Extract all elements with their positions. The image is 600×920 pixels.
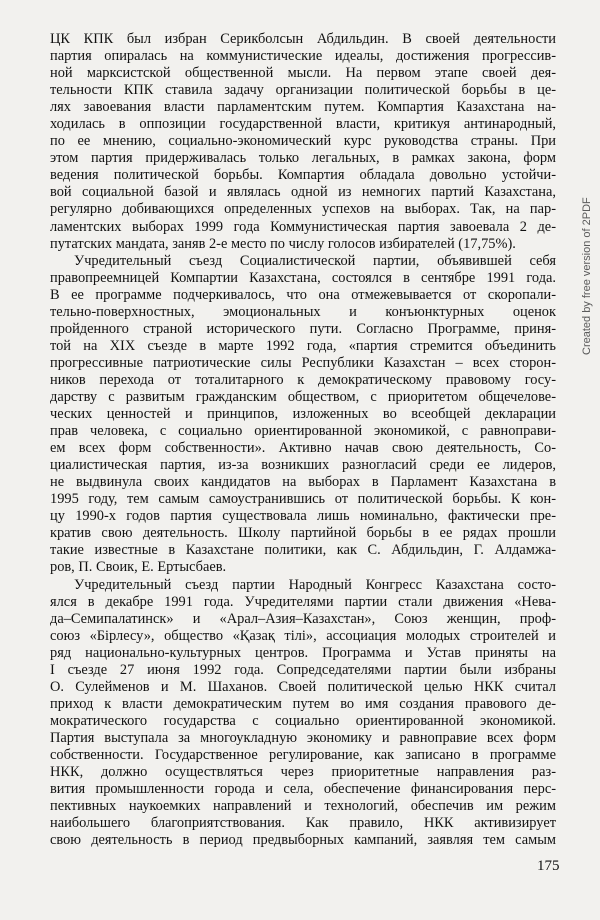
paragraph xyxy=(50,253,556,577)
text-line: наибольшего благоприятствования. Как правило, НКК активизирует xyxy=(50,815,556,832)
text-line: прав человека, с социально ориентированной экономикой, с равноправи- xyxy=(50,423,556,440)
text-line: ЦК КПК был избран Серикболсын Абдильдин. В своей деятельности xyxy=(50,31,556,47)
text-line: ламентских выборах 1999 года Коммунистическая партия завоевала 2 де- xyxy=(50,218,556,235)
text-line: той на XIX съезде в марте 1992 года, «партия стремится объединить xyxy=(50,337,556,354)
text-line: правопреемницей Компартии Казахстана, состоялся в сентябре 1991 года. xyxy=(50,269,556,286)
text-line: вой социальной базой и являлась одной из немногих партий Казахстана, xyxy=(50,184,556,201)
page-text-block xyxy=(50,31,556,849)
text-line: пективных наукоемких направлений и технологий, обеспечив им режим xyxy=(50,798,556,815)
text-line: приход к власти демократическим путем во имя создания правового де- xyxy=(50,695,556,712)
text-line: собственности. Государственное регулирование, как записано в программе xyxy=(50,746,556,763)
text-line: НКК, должно осуществляться через приоритетные направления раз- xyxy=(50,764,556,781)
text-line: ведения политической борьбы. Компартия обладала довольно устойчи- xyxy=(50,167,556,184)
text-line: цу 1990-х годов партия существовала лишь номинально, фактически пре- xyxy=(50,508,556,525)
watermark-text: Created by free version of 2PDF xyxy=(581,197,593,355)
text-line: Учредительный съезд Социалистической партии, объявившей себя xyxy=(74,252,556,269)
text-line: партия опиралась на коммунистические идеалы, достижения прогрессив- xyxy=(50,48,556,65)
text-line: прогрессивные патриотические силы Республики Казахстан – всех сторон- xyxy=(50,354,556,371)
text-line: регулярно добивающихся определенных успехов на выборах. Так, на пар- xyxy=(50,201,556,218)
text-line: мократического государства с социально ориентированной экономикой. xyxy=(50,712,556,729)
text-line: по ее мнению, социально-экономический курс руководства страны. При xyxy=(50,133,556,150)
text-line: такие известные в Казахстане политики, как С. Абдильдин, Г. Алдамжа- xyxy=(50,542,556,559)
text-line: ходилась в оппозиции государственной власти, критикуя антинародный, xyxy=(50,116,556,133)
text-line: тельности КПК ставила задачу организации политической борьбы в це- xyxy=(50,82,556,99)
text-line: путатских мандата, заняв 2-е место по числу голосов избирателей (17,75%). xyxy=(50,235,516,252)
text-line: этом партия придерживалась только легальных, в рамках закона, форм xyxy=(50,150,556,167)
page-number: 175 xyxy=(537,858,560,874)
text-line: свою деятельность в период предвыборных кампаний, заявляя тем самым xyxy=(50,832,556,849)
text-line: пройденного страной исторического пути. Согласно Программе, приня- xyxy=(50,320,556,337)
text-line: ров, П. Своик, Е. Ертысбаев. xyxy=(50,559,227,576)
text-line: да–Семипалатинск» и «Арал–Азия–Казахстан», Союз женщин, проф- xyxy=(50,610,556,627)
text-line: ряд национально-культурных центров. Программа и Устав приняты на xyxy=(50,644,556,661)
text-line: О. Сулейменов и М. Шаханов. Своей политической целью НКК считал xyxy=(50,678,556,695)
paragraph xyxy=(50,31,556,253)
text-line: I съезде 27 июня 1992 года. Сопредседателями партии были избраны xyxy=(50,661,556,678)
text-line: кратив свою деятельность. Школу партийной борьбы в ее рядах прошли xyxy=(50,525,556,542)
text-line: Партия выступала за многоукладную экономику и равноправие всех форм xyxy=(50,729,556,746)
text-line: лях завоевания власти парламентским путем. Компартия Казахстана на- xyxy=(50,99,556,116)
text-line: союз «Бірлесу», общество «Қазақ тілі», ассоциация молодых строителей и xyxy=(50,627,556,644)
text-line: ной марксистской общественной мысли. На первом этапе своей дея- xyxy=(50,65,556,82)
text-line: вития промышленности города и села, обеспечение финансирования перс- xyxy=(50,781,556,798)
text-line: тельно-поверхностных, эмоциональных и конъюнктурных оценок xyxy=(50,303,556,320)
text-line: ем всех форм собственности». Активно начав свою деятельность, Со- xyxy=(50,440,556,457)
text-line: ников перехода от тоталитарного к демократическому правовому госу- xyxy=(50,371,556,388)
text-line: не выдвинула своих кандидатов на выборах в Парламент Казахстана в xyxy=(50,474,556,491)
text-line: В ее программе подчеркивалось, что она отмежевывается от скоропали- xyxy=(50,286,556,303)
text-line: Учредительный съезд партии Народный Конгресс Казахстана состо- xyxy=(74,576,556,593)
paragraph xyxy=(50,577,556,850)
text-line: циалистическая партия, из-за возникших разногласий среди ее лидеров, xyxy=(50,457,556,474)
text-line: ческих ценностей и принципов, изложенных во всеобщей декларации xyxy=(50,406,556,423)
text-line: 1995 году, тем самым самоустранившись от политической борьбы. К кон- xyxy=(50,491,556,508)
text-line: дарству с развитым гражданским обществом, с приоритетом общечелове- xyxy=(50,388,556,405)
text-line: ялся в декабре 1991 года. Учредителями партии стали движения «Нева- xyxy=(50,593,556,610)
